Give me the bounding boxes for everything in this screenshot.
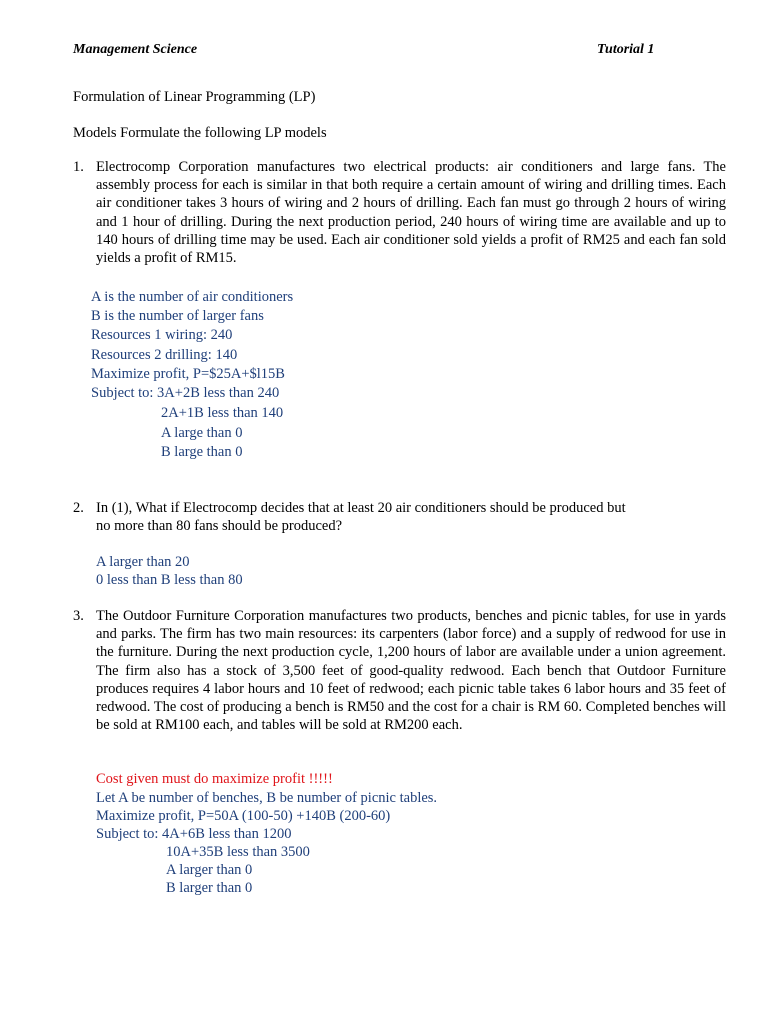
question-1-text: Electrocomp Corporation manufactures two electrical products: air conditioners and large fans. The assembly process for each is similar in that both require a certain amount of wiring and drilling times. Each air conditioner takes 3 hours of wiring and 2 hours of drilling. Each fan must go through 2 hours of wiring and 1 hour of drilling. During the next production period, 240 hours of wiring time are available and up to 140 hours of drilling time may be used. Each air conditioner sold yields a profit of RM25 and each fan sold yields a profit of RM15. [96,159,726,267]
q1-answer-line: Resources 2 drilling: 140 [91,347,238,363]
q3-note: Cost given must do maximize profit !!!!! [96,771,333,787]
q1-constraint: 2A+1B less than 140 [161,405,284,421]
q1-answer-line: A is the number of air conditioners [91,289,294,305]
q3-answer-line: Let A be number of benches, B be number of picnic tables. [96,790,438,806]
q2-answer-line: A larger than 20 [96,554,190,570]
question-2-text: In (1), What if Electrocomp decides that at least 20 air conditioners should be produced but [96,500,626,516]
q3-constraint: A larger than 0 [166,862,253,878]
question-3-text: The Outdoor Furniture Corporation manufactures two products, benches and picnic tables, for use in yards and parks. The firm has two main resources: its carpenters (labor force) and a supply of redwood for use in the furniture. During the next production cycle, 1,200 hours of labor are available under a union agreement. The firm also has a stock of 3,500 feet of good-quality redwood. Each bench that Outdoor Furniture produces requires 4 labor hours and 10 feet of redwood; each picnic table takes 6 labor hours and 35 feet of redwood. The cost of producing a bench is RM50 and the cost for a chair is RM 60. Completed benches will be sold at RM100 each, and tables will be sold at RM200 each. [96,608,726,734]
section-title: Formulation of Linear Programming (LP) [73,89,316,105]
q1-constraint: Subject to: 3A+2B less than 240 [91,385,280,401]
section-instruction: Models Formulate the following LP models [73,125,327,141]
q1-constraint: A large than 0 [161,425,243,441]
q3-objective: Maximize profit, P=50A (100-50) +140B (200-60) [96,808,391,824]
q1-answer-line: B is the number of larger fans [91,308,264,324]
question-3-number: 3. [73,608,84,624]
header-tutorial-label: Tutorial 1 [597,42,655,57]
question-1-number: 1. [73,159,84,175]
q3-constraint: Subject to: 4A+6B less than 1200 [96,826,292,842]
q1-objective: Maximize profit, P=$25A+$l15B [91,366,285,382]
q2-answer-line: 0 less than B less than 80 [96,572,243,588]
question-2-text: no more than 80 fans should be produced? [96,518,343,534]
q3-constraint: B larger than 0 [166,880,253,896]
q3-constraint: 10A+35B less than 3500 [166,844,310,860]
q1-constraint: B large than 0 [161,444,243,460]
question-2-number: 2. [73,500,84,516]
header-course-title: Management Science [73,42,198,57]
q1-answer-line: Resources 1 wiring: 240 [91,327,233,343]
